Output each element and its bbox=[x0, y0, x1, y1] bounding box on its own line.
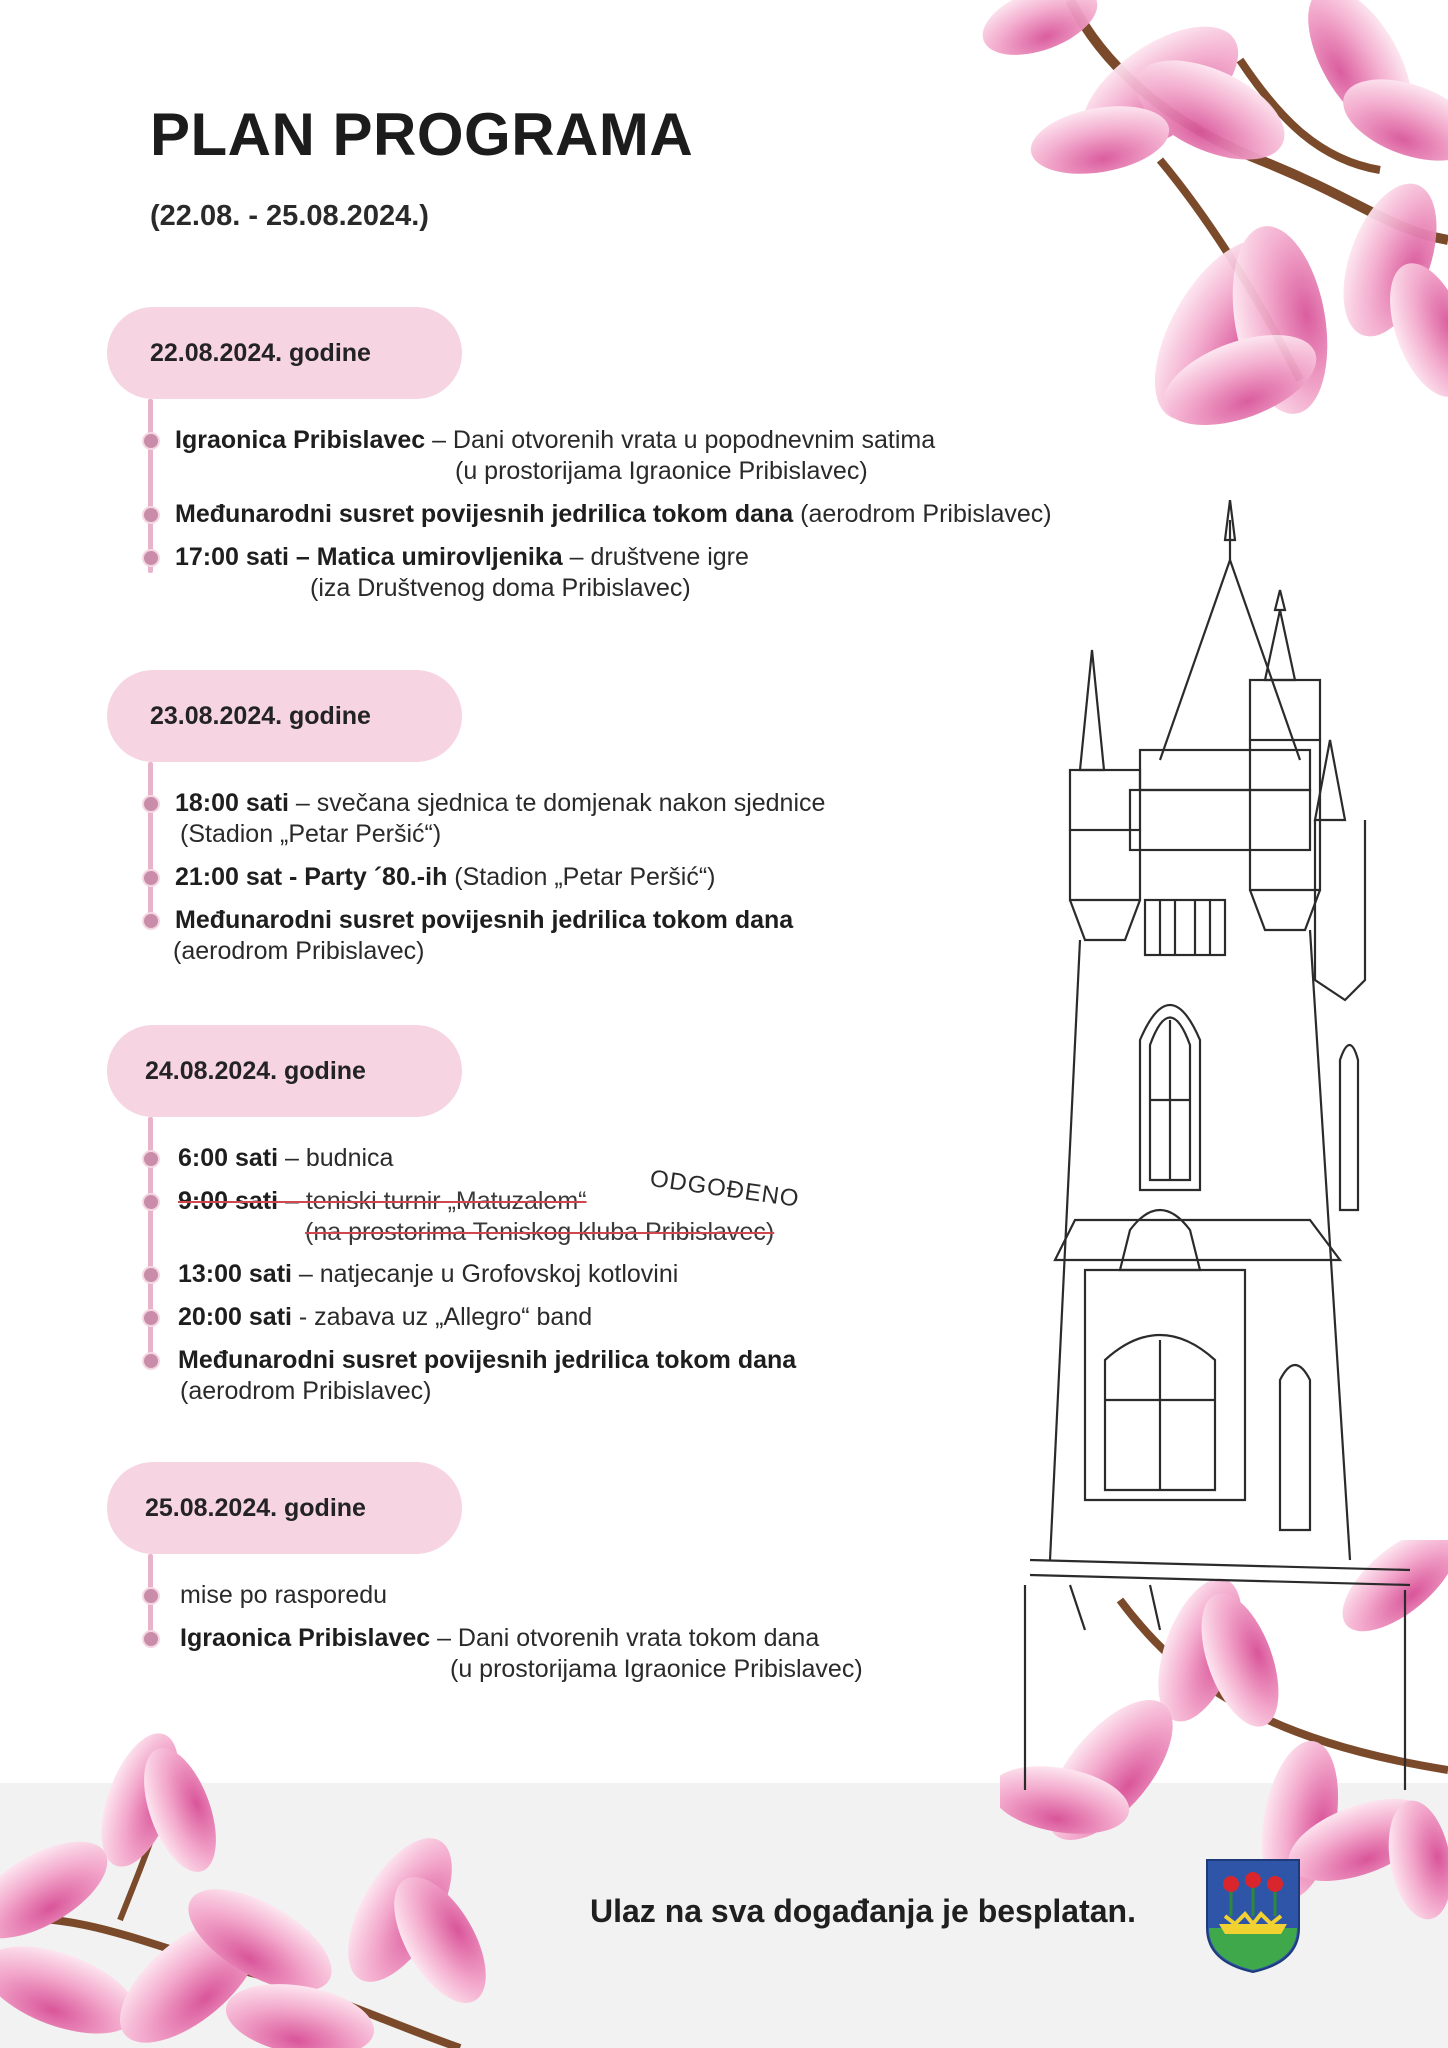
timeline-line-2 bbox=[148, 762, 153, 926]
timeline-dot bbox=[142, 1587, 160, 1605]
list-item: 17:00 sati – Matica umirovljenika – društvene igre bbox=[175, 543, 749, 571]
timeline-line-1 bbox=[148, 399, 153, 573]
magnolia-top-right-icon bbox=[740, 0, 1448, 470]
list-item: Igraonica Pribislavec – Dani otvorenih vrata u popodnevnim satima bbox=[175, 426, 936, 454]
date-range-subtitle: (22.08. - 25.08.2024.) bbox=[150, 200, 429, 232]
timeline-dot bbox=[142, 1309, 160, 1327]
list-item-detail: (aerodrom Pribislavec) bbox=[173, 937, 425, 965]
list-item-detail: (Stadion „Petar Peršić“) bbox=[180, 820, 442, 848]
timeline-dot bbox=[142, 549, 160, 567]
list-item-detail: (iza Društvenog doma Pribislavec) bbox=[310, 574, 691, 602]
timeline-dot bbox=[142, 912, 160, 930]
list-item: 6:00 sati – budnica bbox=[178, 1144, 394, 1172]
tower-illustration-icon bbox=[1010, 500, 1420, 1790]
municipal-crest-icon bbox=[1205, 1858, 1301, 1974]
list-item: Međunarodni susret povijesnih jedrilica tokom dana (aerodrom Pribislavec) bbox=[175, 500, 1052, 528]
postponed-label: ODGOĐENO bbox=[648, 1165, 802, 1213]
day-header-2: 23.08.2024. godine bbox=[107, 670, 462, 762]
free-entry-notice: Ulaz na sva događanja je besplatan. bbox=[590, 1893, 1136, 1929]
list-item: Međunarodni susret povijesnih jedrilica tokom dana bbox=[175, 906, 794, 934]
list-item: mise po rasporedu bbox=[180, 1581, 388, 1609]
page-title: PLAN PROGRAMA bbox=[150, 101, 694, 168]
list-item-detail: (aerodrom Pribislavec) bbox=[180, 1377, 432, 1405]
timeline-dot bbox=[142, 1630, 160, 1648]
list-item: Međunarodni susret povijesnih jedrilica tokom dana bbox=[178, 1346, 797, 1374]
cancelled-list-item: 9:00 sati – teniski turnir „Matuzalem“ bbox=[178, 1187, 587, 1215]
day-header-1: 22.08.2024. godine bbox=[107, 307, 462, 399]
list-item: 18:00 sati – svečana sjednica te domjenak nakon sjednice bbox=[175, 789, 826, 817]
list-item: 13:00 sati – natjecanje u Grofovskoj kotlovini bbox=[178, 1260, 679, 1288]
timeline-dot bbox=[142, 1150, 160, 1168]
timeline-dot bbox=[142, 795, 160, 813]
timeline-dot bbox=[142, 1193, 160, 1211]
day-header-4: 25.08.2024. godine bbox=[107, 1462, 462, 1554]
day-header-3: 24.08.2024. godine bbox=[107, 1025, 462, 1117]
timeline-dot bbox=[142, 432, 160, 450]
list-item: Igraonica Pribislavec – Dani otvorenih vrata tokom dana bbox=[180, 1624, 820, 1652]
list-item-detail: (u prostorijama Igraonice Pribislavec) bbox=[450, 1655, 863, 1683]
timeline-dot bbox=[142, 1352, 160, 1370]
timeline-dot bbox=[142, 506, 160, 524]
cancelled-list-item-detail: (na prostorima Teniskog kluba Pribislavec) bbox=[305, 1218, 775, 1246]
timeline-dot bbox=[142, 1266, 160, 1284]
list-item-detail: (u prostorijama Igraonice Pribislavec) bbox=[455, 457, 868, 485]
timeline-dot bbox=[142, 869, 160, 887]
list-item: 21:00 sat - Party ´80.-ih (Stadion „Petar Peršić“) bbox=[175, 863, 716, 891]
list-item: 20:00 sati - zabava uz „Allegro“ band bbox=[178, 1303, 593, 1331]
